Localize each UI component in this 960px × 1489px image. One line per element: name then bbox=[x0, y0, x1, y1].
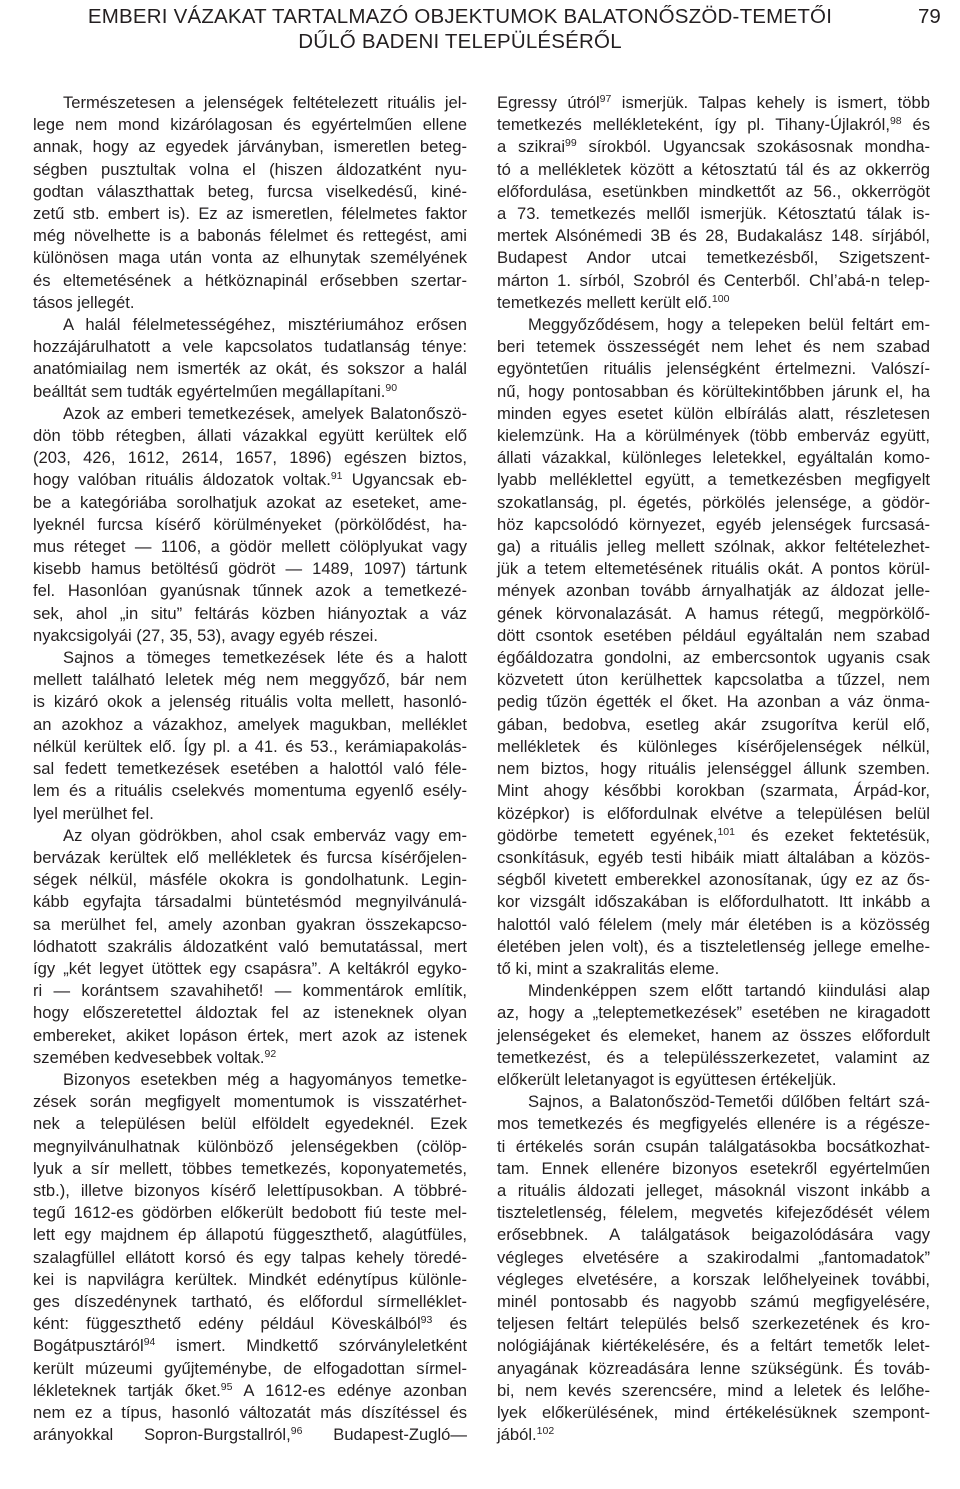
page-number: 79 bbox=[918, 5, 941, 28]
text-line: került múzeumi gyűjteménybe, de elfogadottan sírmel- bbox=[33, 1358, 467, 1378]
text-line: nológiájának kiértékelésére, és a feltárt temetők lelet- bbox=[497, 1336, 930, 1356]
text-line: stb.), illetve bizonyos kísérő lelettípusokban. A többré- bbox=[33, 1180, 467, 1200]
text-line: égőáldozatra gondolni, az embercsontok ugyanis csak bbox=[497, 648, 930, 668]
footnote-ref: 102 bbox=[536, 1425, 555, 1438]
running-header bbox=[60, 4, 860, 54]
text-line: tásos jellegét. bbox=[33, 292, 135, 312]
text-line: Mint ahogy későbbi korokban (szarmata, Árpád-kor, bbox=[497, 781, 930, 801]
text-line: ges díszedénynek tartható, és előfordul sírmelléklet- bbox=[33, 1291, 467, 1311]
text-line: mus réteget — 1106, a gödör mellett cölöplyukat vagy bbox=[33, 537, 467, 557]
text-line: szokatlanság, pl. égetés, pörkölés jelensége, a gödör- bbox=[497, 492, 930, 512]
text-line: Sajnos a tömeges temetkezések léte és a halott bbox=[63, 648, 467, 668]
text-line: életében jelen volt), és a tiszteletlenség jellege emelhe- bbox=[497, 936, 930, 956]
text-line: Azok az emberi temetkezések, amelyek Balatonőszö- bbox=[63, 403, 467, 423]
text-line: A halál félelmetességéhez, misztériumához erősen bbox=[63, 315, 467, 335]
text-line: teljesen feltárt település belső szerkezetének és kro- bbox=[497, 1314, 930, 1334]
text-line: csonkításuk, egyéb testi hibáik miatt általában a közös- bbox=[497, 847, 930, 867]
text-line: Budapest Andor utcai temetkezésből, Szigetszent- bbox=[497, 248, 930, 268]
text-line: anyagának közreadására lenne szükségünk. És továb- bbox=[497, 1358, 930, 1378]
text-line: beálltát sem tudták egyértelműen megállapítani.$^{90}$ bbox=[33, 381, 398, 401]
right-column bbox=[497, 92, 930, 1446]
text-line: mertek Alsónémedi 3B és 28, Budakalász 148. sírjából, bbox=[497, 226, 930, 246]
header-title-line-2: DŰLŐ BADENI TELEPÜLÉSÉRŐL bbox=[298, 30, 622, 53]
text-line: ri — korántsem szavahihető! — kommentárok említik, bbox=[33, 981, 467, 1001]
text-line: ti értékelés során csupán találgatásokba bocsátkozhat- bbox=[497, 1136, 930, 1156]
text-line: zetű stb. embert is). Ez az ismeretlen, félelmetes faktor bbox=[33, 204, 467, 224]
text-line: nyakcsigolyái (27, 35, 53), avagy egyéb részei. bbox=[33, 625, 378, 645]
text-line: bervázak kerültek elő mellékletek és furcsa kísérőjelen- bbox=[33, 847, 467, 867]
text-line: különösen maga után vonta az elhunytak személyének bbox=[33, 248, 467, 268]
text-line: minden egyes esetet külön elbírálás alatt, részletesen bbox=[497, 403, 930, 423]
text-line: bi, nem kevés szerencsére, mind a leletek és lelőhe- bbox=[497, 1380, 930, 1400]
text-line: sa merülhet fel, amely azonban gyakran összekapcso- bbox=[33, 914, 467, 934]
text-line: megnyilvánulhatnak különböző jelenségekben (cölöp- bbox=[33, 1136, 467, 1156]
text-line: lege nem mond kizárólagosan és egyértelműen ellene bbox=[33, 115, 467, 135]
text-line: jük a tetem eltemetésének rituális okát. A pontos körül- bbox=[497, 559, 930, 579]
text-line: a szikrai$^{99}$ sírokból. Ugyancsak szokásosnak mondha- bbox=[497, 137, 931, 157]
text-line: ségből kivetett emberekkel azonosítanak, úgy ez az ős- bbox=[497, 870, 930, 890]
text-line: mellékletek és különleges kísérőjelenségek nélkül, bbox=[497, 736, 930, 756]
text-line: sek, ahol „in situ” feltárás közben hiányoztak a váz bbox=[33, 603, 467, 623]
text-line: előkerült leletanyagot is együttesen értékeljük. bbox=[497, 1069, 837, 1089]
text-line: a rituális áldozati jelleget, másoknál viszont inkább a bbox=[497, 1180, 930, 1200]
text-line: mények azonban tovább árnyalhatják az áldozat jelle- bbox=[497, 581, 930, 601]
text-line: gödörbe temetett egyének,$^{101}$ és ezeket fektetésük, bbox=[497, 825, 930, 845]
text-line: hozzájárulhatott a vele kapcsolatos tudatlanság ténye: bbox=[33, 337, 467, 357]
text-line: temetkezést, és a településszerkezetet, valamint az bbox=[497, 1047, 930, 1067]
text-line: erősebbnek. A találgatások beigazolódására vagy bbox=[497, 1225, 930, 1245]
text-line: nű, hogy pontosabban és körültekintőbben járunk el, ha bbox=[497, 381, 930, 401]
text-line: fel. Hasonlóan gyanúsnak tűnnek azok a temetkezé- bbox=[33, 581, 467, 601]
text-line: végleges elvetésére a szakirodalmi „fantomadatok” bbox=[497, 1247, 930, 1267]
text-line: tegű 1612-es gödörben előkerült bedobott fiú teste mel- bbox=[33, 1203, 467, 1223]
text-line: tam. Ennek ellenére bizonyos esetekről egyértelműen bbox=[497, 1158, 930, 1178]
text-line: is kizáró okok a jelenség rituális volta mellett, hasonló- bbox=[33, 692, 467, 712]
text-line: be a kategóriába sorolhatjuk azokat az eseteket, ame- bbox=[33, 492, 467, 512]
text-line: lyek előkerülésének, mind értékelésüknek szempont- bbox=[497, 1402, 930, 1422]
footnote-ref: 96 bbox=[290, 1425, 303, 1438]
text-line: állati vázakkal, különleges leletekkel, egyáltalán komo- bbox=[497, 448, 930, 468]
text-line: mos temetkezés és megfigyelés ellenére is a régésze- bbox=[497, 1114, 930, 1134]
text-line: kei is napvilágra kerültek. Mindkét edénytípus különle- bbox=[33, 1269, 467, 1289]
text-line: gének körvonalazását. A hamus rétegű, megpörkölő- bbox=[497, 603, 930, 623]
text-line: embereket, akiket lopáson értek, mert azok az istenek bbox=[33, 1025, 467, 1045]
text-line: an azokhoz a vázakhoz, amelyek magukban, melléklet bbox=[33, 714, 467, 734]
text-line: szalagfüllel ellátott korsó és egy talpas kehely töredé- bbox=[33, 1247, 467, 1267]
text-line: zések során megfigyelt momentumok is visszatérhet- bbox=[33, 1092, 467, 1112]
text-line: lyel merülhet fel. bbox=[33, 803, 154, 823]
text-line: Sajnos, a Balatonőszöd-Temetői dűlőben feltárt szá- bbox=[528, 1092, 930, 1112]
text-line: a 73. temetkezés mellől ismerjük. Kétosztatú tálak is- bbox=[497, 204, 930, 224]
text-line: ségben pusztultak volna el (hiszen áldozatként nyu- bbox=[33, 159, 467, 179]
text-line: sal fedett temetkezések esetében a halottól való féle- bbox=[33, 759, 467, 779]
footnote-ref: 99 bbox=[565, 137, 577, 150]
text-line: lyeknél furcsa kísérő körülményeket (pörkölődést, ha- bbox=[33, 514, 467, 534]
text-line: lett egy majdnem ép állapotú függeszthető, alagútfüles, bbox=[33, 1225, 467, 1245]
text-line: előfordulása, esetünkben mindkettőt az 56., okkerrögöt bbox=[497, 181, 930, 201]
text-line: kor vizsgált időszakában is előfordulhatott. Itt inkább a bbox=[497, 892, 930, 912]
text-line: lódhatott szakrális áldozatként való bemutatással, mert bbox=[33, 936, 467, 956]
text-line: az, hogy a „teleptemetkezések” esetében ne kiragadott bbox=[497, 1003, 930, 1023]
text-line: ségek nélkül, másféle okokra is gondolhatunk. Legin- bbox=[33, 870, 467, 890]
text-line: jából.$^{102}$ bbox=[497, 1425, 555, 1445]
text-line: kisebb hamus betöltésű gödröt — 1489, 1097) tártunk bbox=[33, 559, 467, 579]
text-line: lékleteknek tartják őket.$^{95}$ A 1612-es edénye azonban bbox=[33, 1380, 467, 1400]
text-line: Egressy útról$^{97}$ ismerjük. Talpas kehely is ismert, több bbox=[497, 93, 930, 112]
text-line: höz kapcsolódó környezet, egyéb jelenségek furcsasá- bbox=[497, 514, 930, 534]
text-line: tó a mellékletek között a kétosztatú tál és az okkerrög bbox=[497, 159, 930, 179]
text-line: nek a településen belül elföldelt egyedeknél. Ezek bbox=[33, 1114, 467, 1134]
text-line: godtan választhattak beteg, furcsa viselkedésű, kiné- bbox=[33, 181, 467, 201]
text-line: Természetesen a jelenségek feltételezett rituális jel- bbox=[63, 93, 467, 112]
text-line: így „két legyet ütöttek egy csapásra”. A keltákról egyko- bbox=[33, 958, 467, 978]
footnote-ref: 101 bbox=[717, 825, 735, 838]
text-line: lyabb melléklettel együtt, a temetkezésben megfigyelt bbox=[497, 470, 930, 490]
text-line: minél pontosabb és nagyobb számú megfigyelésére, bbox=[497, 1291, 930, 1311]
left-column bbox=[33, 92, 467, 1446]
text-line: végleges elvetésére, a korszak lelőhelyeinek további, bbox=[497, 1269, 930, 1289]
footnote-ref: 95 bbox=[220, 1380, 233, 1393]
text-line: dött csontok esetében például egyáltalán nem szabad bbox=[497, 625, 930, 645]
text-line: Bizonyos esetekben még a hagyományos temetke- bbox=[63, 1069, 467, 1089]
footnote-ref: 94 bbox=[143, 1336, 156, 1349]
footnote-ref: 90 bbox=[385, 381, 398, 394]
text-line: mellett található leletek még nem meggyőző, bár nem bbox=[33, 670, 467, 690]
text-line: középkor) is előfordulnak elvétve a településen belül bbox=[497, 803, 930, 823]
text-line: tiszteletlenség, félelem, megvetés kifejeződését vélem bbox=[497, 1203, 930, 1223]
text-line: szemében kedvesebbek voltak.$^{92}$ bbox=[33, 1047, 277, 1067]
text-line: temetkezés mellett került elő.$^{100}$ bbox=[497, 292, 730, 312]
footnote-ref: 97 bbox=[599, 93, 612, 105]
text-line: egyöntetűen rituális jelenségként értelmezni. Valószí- bbox=[497, 359, 930, 379]
footnote-ref: 92 bbox=[264, 1047, 277, 1060]
text-line: lem és a rituális cselekvés momentuma egyenlő esély- bbox=[33, 781, 467, 801]
text-line: hogy valóban rituális áldozatok voltak.$^{91}$ Ugyancsak eb- bbox=[33, 470, 467, 490]
text-line: kább egyfajta társadalmi büntetésmód megnyilvánulá- bbox=[33, 892, 467, 912]
text-line: Mindenképpen szem előtt tartandó kiindulási alap bbox=[528, 981, 930, 1001]
text-line: tő ki, mint a szakralitás eleme. bbox=[497, 958, 720, 978]
text-line: pedig tűzön égették el őket. Ha azonban a váz önma- bbox=[497, 692, 930, 712]
text-line: Az olyan gödrökben, ahol csak emberváz vagy em- bbox=[63, 825, 467, 845]
text-line: márton 1. sírból, Szobról és Centerből. Chl’abá-n telep- bbox=[497, 270, 930, 290]
text-line: közvetett úton kerülhettek kapcsolatba a tűzzel, nem bbox=[497, 670, 930, 690]
header-title-line-1: EMBERI VÁZAKAT TARTALMAZÓ OBJEKTUMOK BALATONŐSZÖD-TEMETŐI bbox=[87, 5, 833, 28]
text-line: annak, hogy az egyedek járványban, ismeretlen beteg- bbox=[33, 137, 467, 157]
footnote-ref: 91 bbox=[330, 470, 343, 483]
text-line: temetkezés mellékleteként, így pl. Tihany-Újlakról,$^{98}$ és bbox=[497, 115, 930, 135]
text-line: arányokkal Sopron-Burgstallról,$^{96}$ Budapest-Zugló— bbox=[33, 1425, 467, 1445]
text-line: gában, bedobva, esetleg akár zsugorítva kerül elő, bbox=[497, 714, 930, 734]
footnote-ref: 98 bbox=[889, 115, 902, 128]
text-line: beri tetemek összességét nem lehet és nem szabad bbox=[497, 337, 930, 357]
text-line: és eltemetésének a hétköznapinál erősebben szertar- bbox=[33, 270, 467, 290]
text-line: nélkül kerültek elő. Így pl. a 41. és 53., kerámiapakolás- bbox=[33, 736, 467, 756]
text-line: dön több rétegben, állati vázakkal együtt kerültek elő bbox=[33, 426, 467, 446]
text-line: anatómiailag nem ismerték az okát, és sokszor a halál bbox=[33, 359, 467, 379]
footnote-ref: 100 bbox=[711, 292, 730, 305]
text-line: lyuk a sír mellett, többes temetkezés, koponyatemetés, bbox=[33, 1158, 467, 1178]
text-line: halottól való félelem (mely már életében is a közösség bbox=[497, 914, 930, 934]
text-line: kielemzünk. Ha a körülmények (több emberváz együtt, bbox=[497, 426, 930, 446]
footnote-ref: 93 bbox=[420, 1314, 433, 1327]
text-line: ga) a rituális jelleg mellett szólnak, akkor feltételezhet- bbox=[497, 537, 930, 557]
text-line: nem ez a típus, hasonló változatát más díszítéssel és bbox=[33, 1402, 467, 1422]
text-line: hogy előszeretettel áldoztak fel az isteneknek olyan bbox=[33, 1003, 467, 1023]
text-line: jelenségeket és elemeket, hanem az összes előfordult bbox=[497, 1025, 930, 1045]
text-line: Meggyőződésem, hogy a telepeken belül feltárt em- bbox=[528, 315, 930, 335]
text-line: Bogátpusztáról$^{94}$ ismert. Mindkettő szórványleletként bbox=[33, 1336, 467, 1356]
text-line: ként: függeszthető edény például Köveskálból$^{93}$ és bbox=[33, 1314, 467, 1334]
text-line: még növelhette is a babonás félelmet és rettegést, ami bbox=[33, 226, 467, 246]
text-line: (203, 426, 1612, 2614, 1657, 1896) egészen biztos, bbox=[33, 448, 467, 468]
text-line: nem biztos, hogy rituális jelenséggel állunk szemben. bbox=[497, 759, 930, 779]
